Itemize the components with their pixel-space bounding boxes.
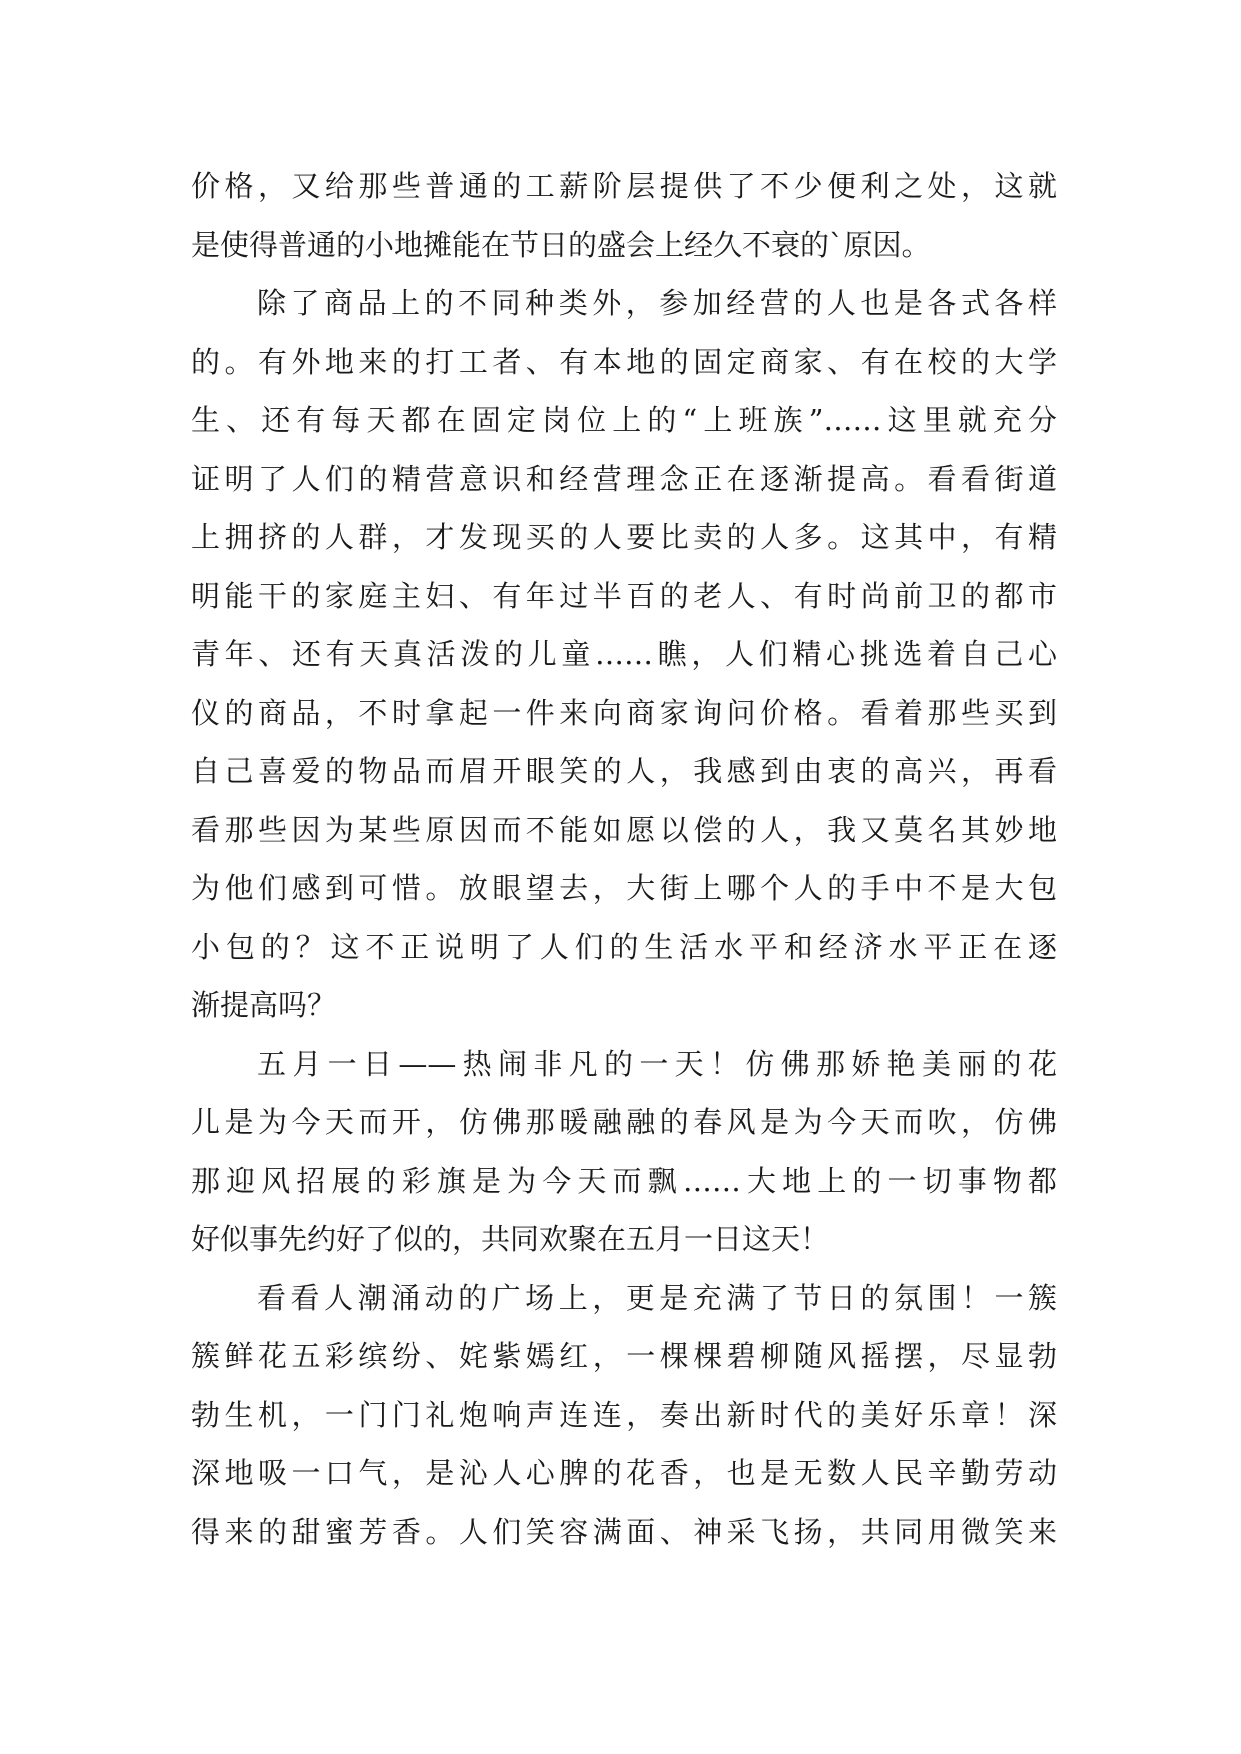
text-line: 自己喜爱的物品而眉开眼笑的人，我感到由衷的高兴，再看	[191, 754, 1057, 788]
text-line: 仪的商品，不时拿起一件来向商家询问价格。看着那些买到	[191, 695, 1057, 730]
text-line: 勃生机，一门门礼炮响声连连，奏出新时代的美好乐章！深	[191, 1397, 1057, 1432]
text-line: 价格，又给那些普通的工薪阶层提供了不少便利之处，这就	[191, 169, 1057, 203]
text-line: 渐提高吗？	[191, 988, 337, 1022]
text-line: 小包的？这不正说明了人们的生活水平和经济水平正在逐	[191, 929, 1057, 964]
text-line: 青年、还有天真活泼的儿童……瞧，人们精心挑选着自己心	[191, 637, 1057, 671]
document-body	[191, 157, 1057, 1561]
paragraph-start-line: 除了商品上的不同种类外，参加经营的人也是各式各样	[257, 286, 1057, 320]
text-line: 明能干的家庭主妇、有年过半百的老人、有时尚前卫的都市	[191, 578, 1057, 613]
text-line: 为他们感到可惜。放眼望去，大街上哪个人的手中不是大包	[191, 871, 1057, 905]
text-line: 那迎风招展的彩旗是为今天而飘……大地上的一切事物都	[191, 1163, 1057, 1198]
text-line: 深地吸一口气，是沁人心脾的花香，也是无数人民辛勤劳动	[191, 1456, 1057, 1490]
text-line: 生、还有每天都在固定岗位上的“上班族”……这里就充分	[191, 403, 1057, 437]
paragraph-start-line: 五月一日——热闹非凡的一天！仿佛那娇艳美丽的花	[257, 1046, 1057, 1081]
text-line: 簇鲜花五彩缤纷、姹紫嫣红，一棵棵碧柳随风摇摆，尽显勃	[191, 1339, 1057, 1373]
text-line: 的。有外地来的打工者、有本地的固定商家、有在校的大学	[191, 344, 1057, 379]
text-line: 好似事先约好了似的，共同欢聚在五月一日这天！	[191, 1222, 830, 1256]
text-line: 是使得普通的小地摊能在节日的盛会上经久不衰的`原因。	[191, 227, 931, 262]
text-line: 儿是为今天而开，仿佛那暖融融的春风是为今天而吹，仿佛	[191, 1105, 1057, 1139]
text-line: 看那些因为某些原因而不能如愿以偿的人，我又莫名其妙地	[191, 812, 1057, 847]
text-line: 得来的甜蜜芳香。人们笑容满面、神采飞扬，共同用微笑来	[191, 1514, 1057, 1549]
text-line: 上拥挤的人群，才发现买的人要比卖的人多。这其中，有精	[191, 520, 1057, 554]
text-line: 证明了人们的精营意识和经营理念正在逐渐提高。看看街道	[191, 461, 1057, 496]
paragraph-start-line: 看看人潮涌动的广场上，更是充满了节日的氛围！一簇	[257, 1280, 1057, 1315]
